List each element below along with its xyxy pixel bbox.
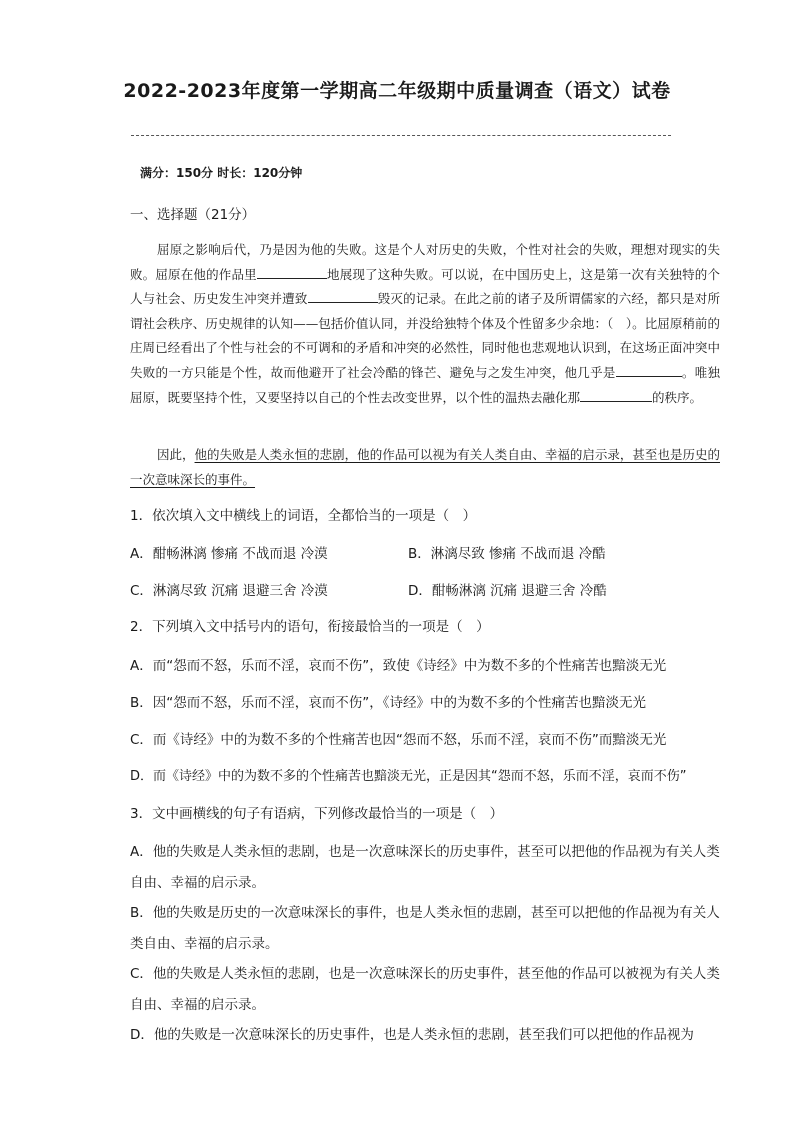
fill-blank [257,264,327,279]
underlined-sentence: 他的失败是人类永恒的悲剧，他的作品可以视为有关人类自由、幸福的启示录，甚至也是历史的一次意味深长的事件。 [130,447,720,487]
passage-text: 因此， [157,447,195,462]
question-1-stem: 1．依次填入文中横线上的词语，全都恰当的一项是（ ） [130,508,477,524]
question-2-option-c[interactable]: C．而《诗经》中的为数不多的个性痛苦也因“怨而不怒，乐而不淫，哀而不伤”而黯淡无光 [130,732,667,748]
question-2-stem: 2．下列填入文中括号内的语句，衔接最恰当的一项是（ ） [130,619,490,635]
question-1-option-a[interactable]: A．酣畅淋漓 惨痛 不战而退 冷漠 [130,546,328,562]
question-2-option-d[interactable]: D．而《诗经》中的为数不多的个性痛苦也黯淡无光，正是因其“怨而不怒，乐而不淫，哀而不伤” [130,769,687,784]
passage-text: 毁灭的记录。在此之前的诸子及所谓儒家的六经，都只是对所谓社会秩序、历史规律的认知——包括价值认同，并没给独特个体及个性留多少余地：（ ）。比屈原稍前的庄周已经看出了个性与社会的不可调和的矛盾和冲突的必然性，同时他也悲观地认识到，在这场正面冲突中失败的一方只能是个性，故而他避开了社会冷酷的锋芒、避免与之发生冲突，他几乎是 [130,291,720,380]
title-divider [131,135,671,136]
question-3-option-d[interactable]: D．他的失败是一次意味深长的历史事件，也是人类永恒的悲剧，甚至我们可以把他的作品视为 [130,1027,694,1043]
question-2-option-b[interactable]: B．因“怨而不怒，乐而不淫，哀而不伤”，《诗经》中的为数不多的个性痛苦也黯淡无光 [130,695,646,711]
fill-blank [616,362,682,377]
exam-meta: 满分：150分 时长：120分钟 [140,166,303,180]
fill-blank [580,387,652,402]
question-3-option-a[interactable]: A．他的失败是人类永恒的悲剧，也是一次意味深长的历史事件，甚至可以把他的作品视为有关人类自由、幸福的启示录。 [130,844,720,891]
passage-text: 。唯独屈原，既要坚持个性，又要坚持以自己的个性去改变世界，以个性的温热去融化那 [130,364,720,405]
question-2-option-a[interactable]: A．而“怨而不怒，乐而不淫，哀而不伤”，致使《诗经》中为数不多的个性痛苦也黯淡无光 [130,658,667,674]
passage-text: 的秩序。 [652,389,703,405]
question-1-option-c[interactable]: C．淋漓尽致 沉痛 退避三舍 冷漠 [130,583,328,599]
question-1-option-b[interactable]: B．淋漓尽致 惨痛 不战而退 冷酷 [408,546,606,562]
question-3-stem: 3．文中画横线的句子有语病，下列修改最恰当的一项是（ ） [130,806,504,822]
question-3-option-b[interactable]: B．他的失败是历史的一次意味深长的事件，也是人类永恒的悲剧，甚至可以把他的作品视为有关人类自由、幸福的启示录。 [130,905,720,952]
fill-blank [308,288,378,303]
question-1-option-d[interactable]: D．酣畅淋漓 沉痛 退避三舍 冷酷 [408,583,607,599]
passage-paragraph-2 [130,443,720,492]
passage-text: 屈原之影响后代，乃是因为他的失败。这是个人对历史的失败，个性对社会的失败，理想对现实的失败。屈原在他的作品里 [130,242,720,282]
passage-paragraph-1 [130,238,720,410]
passage-text: 地展现了这种失败。可以说，在中国历史上，这是第一次有关独特的个人与社会、历史发生冲突并遭致 [130,266,720,307]
question-3-option-c[interactable]: C．他的失败是人类永恒的悲剧，也是一次意味深长的历史事件，甚至他的作品可以被视为有关人类自由、幸福的启示录。 [130,966,720,1013]
page-title: 2022-2023年度第一学期高二年级期中质量调查（语文）试卷 [123,80,671,102]
section-heading: 一、选择题（21分） [130,207,256,223]
